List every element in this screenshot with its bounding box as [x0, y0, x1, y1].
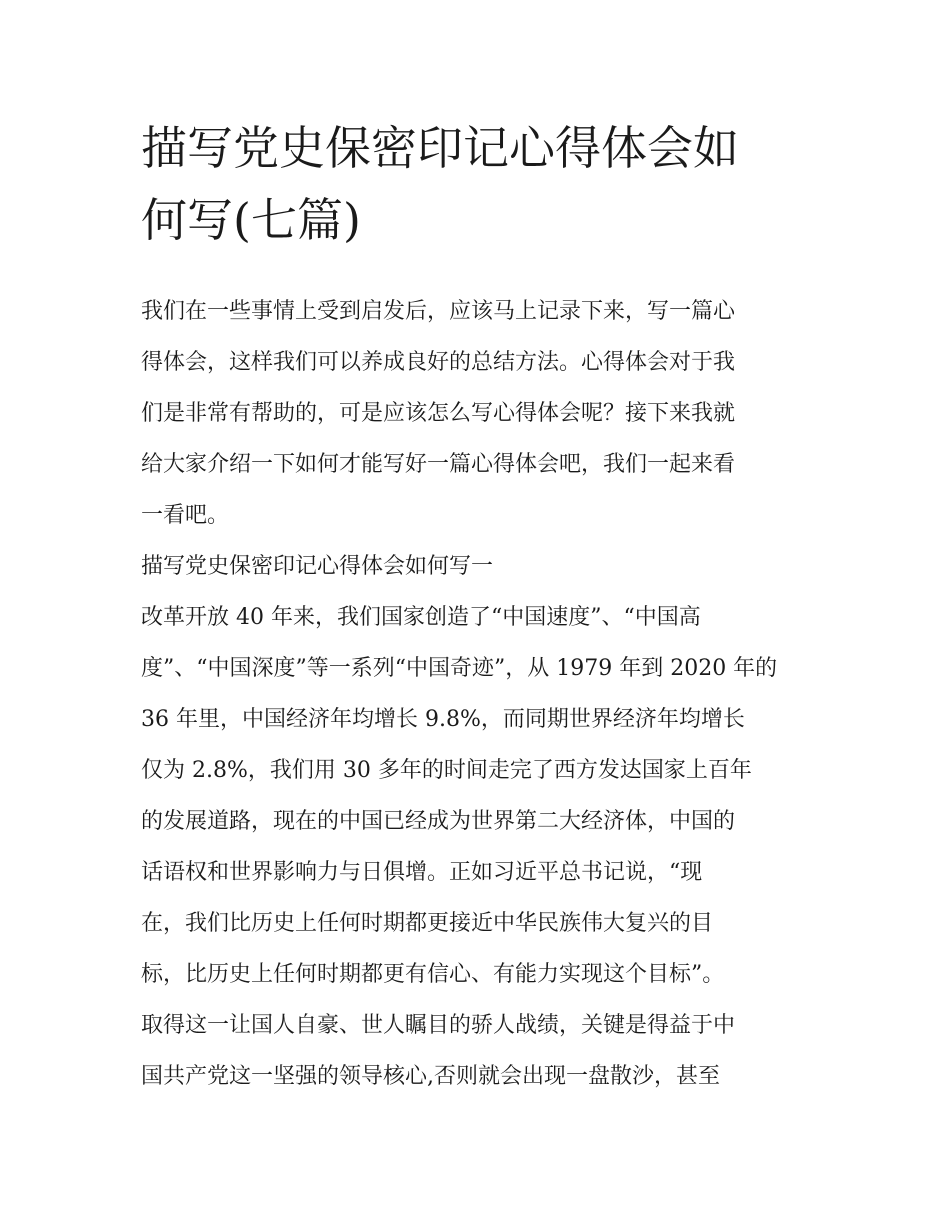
- document-title: [141, 112, 811, 256]
- section-heading: 描写党史保密印记心得体会如何写一: [141, 554, 494, 579]
- intro-paragraph: [141, 286, 811, 541]
- text-line: 仅为 2.8%，我们用 30 多年的时间走完了西方发达国家上百年: [141, 758, 752, 783]
- body-paragraph: [141, 592, 811, 1102]
- text-line: 一看吧。: [141, 503, 230, 528]
- text-line: 们是非常有帮助的，可是应该怎么写心得体会呢？接下来我就: [141, 401, 736, 426]
- text-line: 的发展道路，现在的中国已经成为世界第二大经济体，中国的: [141, 809, 736, 834]
- title-line: 描写党史保密印记心得体会如: [141, 121, 739, 175]
- text-line: 36 年里，中国经济年均增长 9.8%，而同期世界经济年均增长: [141, 707, 745, 732]
- text-line: 取得这一让国人自豪、世人瞩目的骄人战绩，关键是得益于中: [141, 1013, 736, 1038]
- text-line: 改革开放 40 年来，我们国家创造了“中国速度”、“中国高: [141, 605, 701, 630]
- text-line: 话语权和世界影响力与日俱增。正如习近平总书记说，“现: [141, 860, 703, 885]
- text-line: 给大家介绍一下如何才能写好一篇心得体会吧，我们一起来看: [141, 452, 736, 477]
- text-line: 度”、“中国深度”等一系列“中国奇迹”，从 1979 年到 2020 年的: [141, 656, 778, 681]
- text-line: 国共产党这一坚强的领导核心,否则就会出现一盘散沙，甚至: [141, 1064, 720, 1089]
- text-line: 在，我们比历史上任何时期都更接近中华民族伟大复兴的目: [141, 911, 714, 936]
- text-line: 得体会，这样我们可以养成良好的总结方法。心得体会对于我: [141, 350, 736, 375]
- document-page: [141, 112, 811, 1102]
- title-line: 何写(七篇): [141, 193, 361, 247]
- text-line: 我们在一些事情上受到启发后，应该马上记录下来，写一篇心: [141, 299, 736, 324]
- text-line: 标，比历史上任何时期都更有信心、有能力实现这个目标”。: [141, 962, 725, 987]
